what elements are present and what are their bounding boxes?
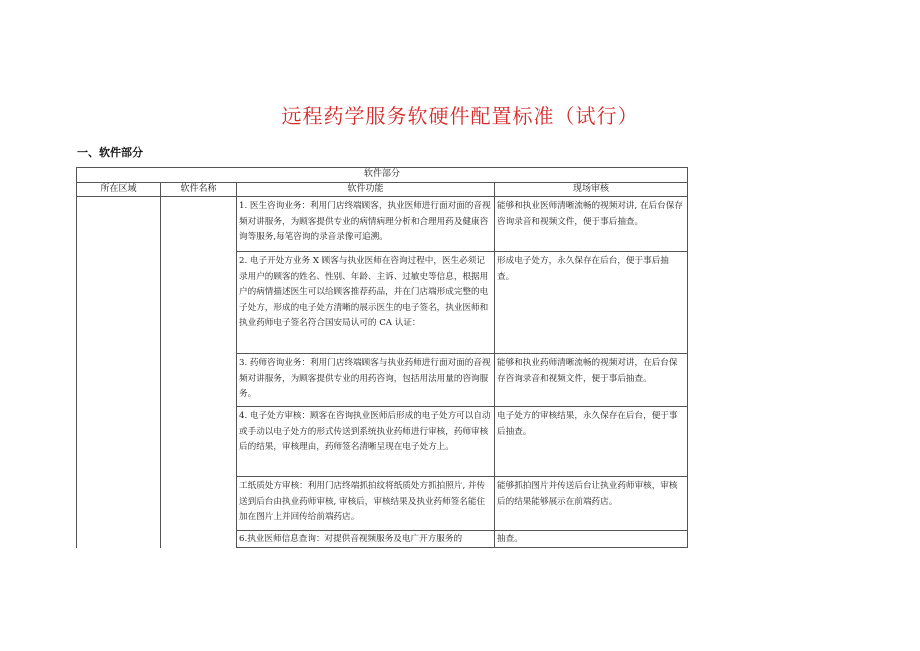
section-heading: 一、软件部分: [77, 146, 143, 159]
audit-cell: 形成电子处方，永久保存在后台，便于事后抽查。: [495, 252, 688, 354]
table-caption-row: [77, 168, 688, 183]
function-cell: 3. 药师咨询业务：利用门店终端顾客与执业药师进行面对面的音视频对讲服务，为顾客提供专业的用药咨询，包括用法用量的咨询服务。: [237, 354, 495, 407]
audit-cell: 能够抓拍图片并传送后台让执业药师审核，审核后的结果能够展示在前端药店。: [495, 477, 688, 531]
software-table: [76, 167, 688, 548]
function-cell: 6.执业医师信息查询：对提供音视频服务及电广开方服务的: [237, 531, 495, 548]
header-area: 所在区域: [77, 183, 161, 197]
function-cell: 工纸质处方审核：利用门店终端抓拍纹将纸质处方抓拍照片, 并传送到后台由执业药师审核, 审核后，审核结果及执业药师签名能住加在图片上并回传给前端药店。: [237, 477, 495, 531]
function-cell: 1. 医生咨询业务：利用门店终端顾客，执业医师进行面对面的音视频对讲服务，为顾客提供专业的病情病理分析和合理用药及健康咨询等服务,每笔咨询的录音录像可追溯。: [237, 197, 495, 252]
table-header-row: [77, 183, 688, 197]
software-name-cell: [161, 197, 237, 548]
audit-cell: 抽查。: [495, 531, 688, 548]
function-cell: 2. 电子开处方业务 X 顾客与执业医师在咨询过程中，医生必须记录用户的顾客的姓名、性别、年龄、主诉、过敏史等信息，根据用户的病情描述医生可以给顾客推荐药品，并在门店端形成完整的电子处方，形成的电子处方清晰的展示医生的电子签名，执业医师和执业药师电子签名符合国安局认可的 CA 认证：: [237, 252, 495, 354]
header-software-function: 软件功能: [237, 183, 495, 197]
function-cell: 4. 电子处方审核：顾客在咨询执业医师后形成的电子处方可以自动或手动以电子处方的形式传送到系统执业药师进行审核，药师审核后的结果，审核理由，药师签名清晰呈现在电子处方上。: [237, 407, 495, 477]
area-cell: [77, 197, 161, 548]
header-software-name: 软件名称: [161, 183, 237, 197]
table-caption: 软件部分: [77, 168, 688, 183]
table-row: [77, 197, 688, 252]
audit-cell: 电子处方的审核结果，永久保存在后台，便于事后抽查。: [495, 407, 688, 477]
audit-cell: 能够和执业药师清晰流畅的视频对讲，在后台保存咨询录音和视频文件，便于事后抽查。: [495, 354, 688, 407]
document-title: 远程药学服务软硬件配置标准（试行）: [281, 104, 639, 128]
header-onsite-audit: 现场审核: [495, 183, 688, 197]
audit-cell: 能够和执业医师清晰流畅的视频对讲, 在后台保存咨询录音和视频文件，便于事后抽查。: [495, 197, 688, 252]
